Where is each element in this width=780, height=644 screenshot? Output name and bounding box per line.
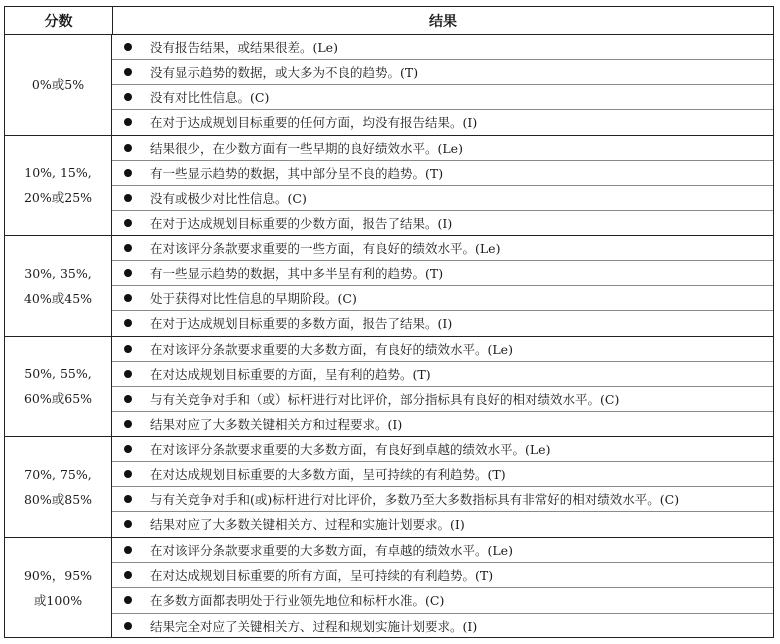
result-item <box>112 412 773 436</box>
result-item <box>112 85 773 110</box>
bullet-icon <box>124 269 132 277</box>
results-cell <box>112 35 773 135</box>
bullet-icon <box>124 520 132 528</box>
score-line: 60%或65% <box>23 391 93 407</box>
result-text: 在对该评分条款要求重要的大多数方面，有良好到卓越的绩效水平。(Le) <box>150 442 551 458</box>
result-item <box>112 362 773 387</box>
result-item <box>112 563 773 588</box>
score-line: 20%或25% <box>23 190 93 206</box>
bullet-icon <box>124 294 132 302</box>
score-cell <box>5 337 112 437</box>
result-text: 有一些显示趋势的数据，其中部分呈不良的趋势。(T) <box>150 165 444 181</box>
result-text: 在多数方面都表明处于行业领先地位和标杆水准。(C) <box>150 593 445 609</box>
result-text: 在对达成规划目标重要的大多数方面，呈可持续的有利趋势。(T) <box>150 467 506 483</box>
result-item <box>112 437 773 462</box>
results-cell <box>112 437 773 537</box>
score-line: 50%, 55%, <box>24 366 92 382</box>
table-row <box>5 136 773 237</box>
result-item <box>112 186 773 211</box>
result-text: 处于获得对比性信息的早期阶段。(C) <box>150 291 357 307</box>
bullet-icon <box>124 144 132 152</box>
result-item <box>112 337 773 362</box>
result-item <box>112 512 773 536</box>
result-item <box>112 236 773 261</box>
results-cell <box>112 136 773 236</box>
bullet-icon <box>124 219 132 227</box>
score-line: 40%或45% <box>23 290 93 306</box>
result-item <box>112 261 773 286</box>
results-cell <box>112 236 773 336</box>
result-text: 没有报告结果，或结果很差。(Le) <box>150 40 338 56</box>
score-line: 30%, 35%, <box>24 265 92 281</box>
result-item <box>112 161 773 186</box>
bullet-icon <box>124 546 132 554</box>
bullet-icon <box>124 244 132 252</box>
result-item <box>112 487 773 512</box>
table-row <box>5 437 773 538</box>
result-item <box>112 286 773 311</box>
result-text: 没有显示趋势的数据，或大多为不良的趋势。(T) <box>150 65 419 81</box>
bullet-icon <box>124 495 132 503</box>
results-cell <box>112 538 773 639</box>
score-line: 10%, 15%, <box>24 165 92 181</box>
bullet-icon <box>124 194 132 202</box>
result-column-header: 结果 <box>429 13 457 30</box>
bullet-icon <box>124 470 132 478</box>
bullet-icon <box>124 571 132 579</box>
result-text: 没有对比性信息。(C) <box>150 90 270 106</box>
result-text: 结果很少，在少数方面有一些早期的良好绩效水平。(Le) <box>150 140 463 156</box>
bullet-icon <box>124 319 132 327</box>
result-text: 在对该评分条款要求重要的大多数方面，有良好的绩效水平。(Le) <box>150 341 513 357</box>
table-header <box>5 7 773 35</box>
result-text: 结果对应了大多数关键相关方、过程和实施计划要求。(I) <box>150 517 465 533</box>
bullet-icon <box>124 370 132 378</box>
score-line: 或100% <box>33 592 83 608</box>
result-item <box>112 311 773 335</box>
result-text: 没有或极少对比性信息。(C) <box>150 190 307 206</box>
score-line: 80%或85% <box>23 491 93 507</box>
bullet-icon <box>124 68 132 76</box>
bullet-icon <box>124 420 132 428</box>
result-item <box>112 588 773 613</box>
result-text: 结果对应了大多数关键相关方和过程要求。(I) <box>150 416 403 432</box>
table-row <box>5 35 773 136</box>
result-text: 在对达成规划目标重要的所有方面，呈可持续的有利趋势。(T) <box>150 568 494 584</box>
result-text: 与有关竞争对手和（或）标杆进行对比评价，部分指标具有良好的相对绩效水平。(C) <box>150 391 620 407</box>
scoring-table <box>4 6 774 638</box>
result-text: 在对于达成规划目标重要的少数方面，报告了结果。(I) <box>150 215 453 231</box>
bullet-icon <box>124 596 132 604</box>
bullet-icon <box>124 445 132 453</box>
result-item <box>112 110 773 134</box>
result-item <box>112 35 773 60</box>
result-text: 在对该评分条款要求重要的一些方面，有良好的绩效水平。(Le) <box>150 241 501 257</box>
bullet-icon <box>124 395 132 403</box>
result-item <box>112 614 773 638</box>
bullet-icon <box>124 345 132 353</box>
result-text: 在对达成规划目标重要的方面，呈有利的趋势。(T) <box>150 366 431 382</box>
score-line: 90%，95% <box>23 567 93 583</box>
result-text: 在对于达成规划目标重要的任何方面，均没有报告结果。(I) <box>150 115 478 131</box>
table-row <box>5 337 773 438</box>
score-column-header: 分数 <box>5 7 113 34</box>
result-item <box>112 387 773 412</box>
score-line: 70%, 75%, <box>24 466 92 482</box>
result-item <box>112 538 773 563</box>
result-text: 在对该评分条款要求重要的大多数方面，有卓越的绩效水平。(Le) <box>150 542 513 558</box>
score-cell <box>5 437 112 537</box>
result-item <box>112 60 773 85</box>
result-text: 与有关竞争对手和(或)标杆进行对比评价，多数乃至大多数指标具有非常好的相对绩效水平。(C) <box>150 492 680 508</box>
result-text: 有一些显示趋势的数据，其中多半呈有利的趋势。(T) <box>150 266 444 282</box>
bullet-icon <box>124 118 132 126</box>
bullet-icon <box>124 622 132 630</box>
result-text: 在对于达成规划目标重要的多数方面，报告了结果。(I) <box>150 316 453 332</box>
score-line: 0%或5% <box>31 77 85 93</box>
table-row <box>5 236 773 337</box>
result-item <box>112 211 773 235</box>
result-text: 结果完全对应了关键相关方、过程和规划实施计划要求。(I) <box>150 618 478 634</box>
result-item <box>112 462 773 487</box>
bullet-icon <box>124 43 132 51</box>
result-item <box>112 136 773 161</box>
bullet-icon <box>124 169 132 177</box>
score-cell <box>5 236 112 336</box>
score-cell <box>5 538 112 639</box>
score-cell <box>5 136 112 236</box>
score-cell <box>5 35 112 135</box>
results-cell <box>112 337 773 437</box>
table-row <box>5 538 773 639</box>
bullet-icon <box>124 93 132 101</box>
